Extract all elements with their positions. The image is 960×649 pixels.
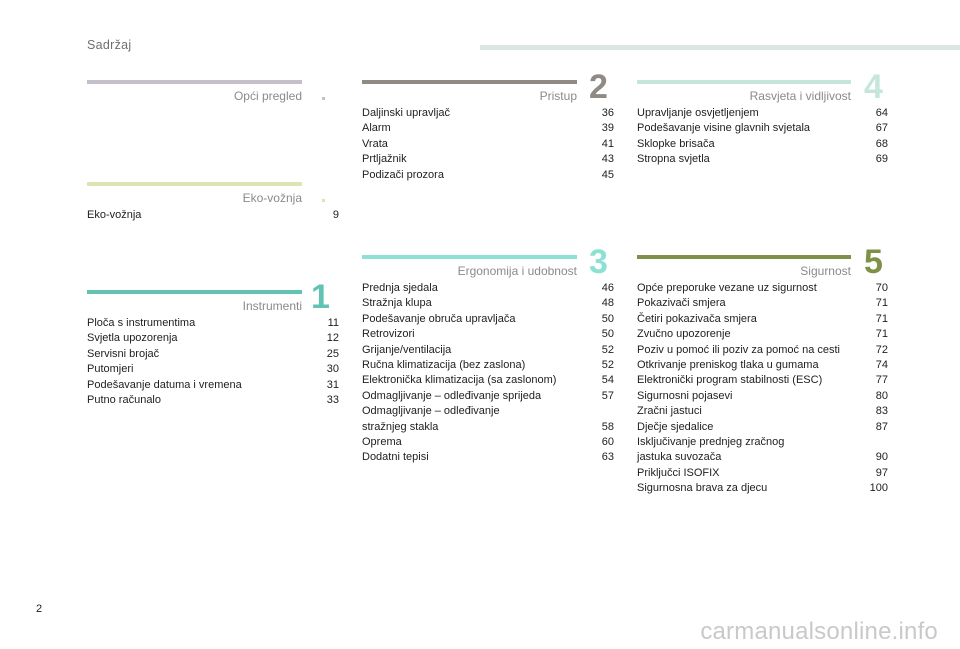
section-pristup [362, 80, 614, 183]
entry-label: Prednja sjedala [362, 282, 438, 294]
section-bar [362, 255, 577, 259]
entry-label: Grijanje/ventilacija [362, 343, 452, 356]
toc-entry[interactable] [637, 152, 888, 167]
toc-entry[interactable] [87, 362, 339, 377]
entry-page: 52 [601, 359, 614, 372]
section-title: Opći pregled [233, 89, 302, 103]
toc-entry[interactable] [637, 343, 888, 358]
entry-page: 11 [327, 317, 339, 329]
toc-entry[interactable] [637, 137, 888, 152]
section-instrumenti [87, 290, 339, 408]
entry-page: 57 [601, 389, 614, 402]
entry-label: Poziv u pomoć ili poziv za pomoć na cesti [637, 343, 840, 356]
toc-entry[interactable] [87, 316, 339, 331]
entry-page: 87 [875, 420, 888, 433]
toc-entry[interactable] [362, 281, 614, 296]
entry-label: Oprema [362, 436, 402, 449]
entry-page: 30 [326, 363, 339, 376]
entry-page: 46 [601, 282, 614, 294]
entry-page: 41 [601, 137, 614, 150]
section-ergonomija [362, 255, 614, 466]
entry-page: 70 [875, 282, 888, 294]
toc-entry[interactable] [87, 393, 339, 408]
entry-label: Putno računalo [87, 394, 161, 407]
toc-entry[interactable] [362, 435, 614, 450]
toc-entry[interactable] [637, 296, 888, 311]
entry-label: Upravljanje osvjetljenjem [637, 107, 759, 119]
entry-list [87, 208, 339, 223]
entry-page: 12 [326, 332, 339, 345]
entry-page: 83 [875, 405, 888, 418]
section-opci-pregled [87, 80, 302, 106]
toc-entry[interactable] [362, 106, 614, 121]
entry-label: Pokazivači smjera [637, 297, 726, 310]
entry-page: 39 [601, 122, 614, 135]
entry-page: 80 [875, 389, 888, 402]
entry-label: Dodatni tepisi [362, 451, 429, 464]
entry-label: Putomjeri [87, 363, 134, 376]
section-number: 1 [311, 278, 330, 316]
entry-label: Eko-vožnja [87, 209, 142, 221]
entry-label: Alarm [362, 122, 391, 135]
header-bar [480, 45, 960, 50]
entry-label: Vrata [362, 137, 388, 150]
entry-label: Isključivanje prednjeg zračnog jastuka suvozača [637, 436, 785, 464]
entry-page: 50 [601, 328, 614, 341]
section-rasvjeta [637, 80, 888, 168]
entry-label: Stropna svjetla [637, 153, 710, 166]
entry-page: 67 [875, 122, 888, 135]
section-bar [87, 80, 302, 84]
entry-label: Podizači prozora [362, 168, 444, 181]
section-title: Sigurnost [800, 264, 851, 278]
entry-page: 31 [326, 378, 339, 391]
toc-entry[interactable] [87, 347, 339, 362]
entry-page: 100 [869, 482, 888, 495]
entry-list [87, 316, 339, 408]
entry-page: 60 [601, 436, 614, 449]
entry-label: Podešavanje visine glavnih svjetala [637, 122, 811, 135]
entry-label: Retrovizori [362, 328, 415, 341]
toc-entry[interactable] [637, 121, 888, 136]
toc-entry[interactable] [637, 373, 888, 388]
toc-entry[interactable] [637, 389, 888, 404]
entry-page: 45 [601, 168, 614, 181]
section-sigurnost [637, 255, 888, 497]
entry-label: Servisni brojač [87, 347, 160, 360]
entry-page: 33 [326, 394, 339, 407]
entry-label: Zračni jastuci [637, 405, 702, 418]
toc-entry[interactable] [637, 435, 888, 466]
section-number: 3 [589, 243, 608, 281]
toc-entry[interactable] [87, 378, 339, 393]
entry-label: Elektronička klimatizacija (sa zaslonom) [362, 374, 557, 387]
entry-label: Zvučno upozorenje [637, 328, 731, 341]
section-bar [637, 255, 851, 259]
entry-list [637, 281, 888, 497]
toc-entry[interactable] [637, 281, 888, 296]
entry-page: 58 [601, 420, 614, 433]
entry-page: 68 [875, 137, 888, 150]
toc-entry[interactable] [87, 208, 339, 223]
entry-label: Otkrivanje preniskog tlaka u gumama [637, 359, 819, 372]
entry-page: 9 [332, 209, 339, 221]
toc-entry[interactable] [362, 450, 614, 465]
section-dot [322, 199, 325, 202]
entry-label: Svjetla upozorenja [87, 332, 178, 345]
entry-page: 69 [875, 153, 888, 166]
toc-entry[interactable] [637, 420, 888, 435]
toc-entry[interactable] [362, 373, 614, 388]
entry-page: 71 [875, 312, 888, 325]
section-title: Ergonomija i udobnost [457, 264, 577, 278]
toc-entry[interactable] [637, 358, 888, 373]
entry-label: Priključci ISOFIX [637, 466, 720, 479]
entry-label: Opće preporuke vezane uz sigurnost [637, 282, 817, 294]
toc-entry[interactable] [362, 404, 614, 435]
entry-page: 97 [875, 466, 888, 479]
toc-entry[interactable] [362, 121, 614, 136]
entry-page: 72 [875, 343, 888, 356]
entry-label: Ploča s instrumentima [87, 317, 196, 329]
page-title: Sadržaj [87, 38, 132, 52]
toc-entry[interactable] [362, 152, 614, 167]
toc-entry[interactable] [362, 358, 614, 373]
entry-page: 54 [601, 374, 614, 387]
toc-entry[interactable] [637, 466, 888, 481]
section-bar [637, 80, 851, 84]
entry-label: Ručna klimatizacija (bez zaslona) [362, 359, 526, 372]
section-title: Instrumenti [242, 299, 302, 313]
entry-label: Stražnja klupa [362, 297, 432, 310]
entry-page: 71 [875, 297, 888, 310]
section-title: Rasvjeta i vidljivost [749, 89, 851, 103]
section-number: 2 [589, 68, 608, 106]
entry-page: 77 [875, 374, 888, 387]
toc-entry[interactable] [362, 312, 614, 327]
page-number: 2 [36, 603, 43, 615]
entry-label: Podešavanje datuma i vremena [87, 378, 242, 391]
toc-entry[interactable] [637, 327, 888, 342]
toc-entry[interactable] [637, 404, 888, 419]
toc-entry[interactable] [362, 168, 614, 183]
toc-entry[interactable] [637, 106, 888, 121]
entry-page: 71 [875, 328, 888, 341]
section-bar [87, 182, 302, 186]
entry-label: Sklopke brisača [637, 137, 715, 150]
toc-entry[interactable] [362, 137, 614, 152]
entry-label: Odmagljivanje – odleđivanje stražnjeg stakla [362, 405, 500, 433]
entry-label: Sigurnosna brava za djecu [637, 482, 768, 495]
entry-label: Elektronički program stabilnosti (ESC) [637, 374, 823, 387]
entry-label: Podešavanje obruča upravljača [362, 312, 516, 325]
entry-label: Četiri pokazivača smjera [637, 312, 757, 325]
toc-entry[interactable] [637, 481, 888, 496]
entry-list [637, 106, 888, 168]
entry-label: Prtljažnik [362, 153, 407, 166]
entry-label: Sigurnosni pojasevi [637, 389, 733, 402]
entry-page: 50 [601, 312, 614, 325]
entry-list [362, 106, 614, 183]
section-bar [87, 290, 302, 294]
section-bar [362, 80, 577, 84]
entry-label: Odmagljivanje – odleđivanje sprijeda [362, 389, 542, 402]
entry-page: 90 [875, 451, 888, 464]
entry-page: 52 [601, 343, 614, 356]
watermark: carmanualsonline.info [700, 618, 938, 645]
section-dot [322, 97, 325, 100]
entry-page: 43 [601, 153, 614, 166]
section-number: 4 [864, 68, 883, 106]
entry-page: 74 [875, 359, 888, 372]
entry-label: Daljinski upravljač [362, 107, 451, 119]
entry-list [362, 281, 614, 466]
toc-entry[interactable] [362, 343, 614, 358]
toc-entry[interactable] [87, 331, 339, 346]
section-title: Pristup [539, 89, 577, 103]
toc-entry[interactable] [637, 312, 888, 327]
entry-label: Dječje sjedalice [637, 420, 714, 433]
toc-entry[interactable] [362, 296, 614, 311]
toc-entry[interactable] [362, 389, 614, 404]
section-number: 5 [864, 243, 883, 281]
entry-page: 63 [601, 451, 614, 464]
toc-entry[interactable] [362, 327, 614, 342]
entry-page: 48 [601, 297, 614, 310]
entry-page: 36 [601, 107, 614, 119]
section-title: Eko-vožnja [242, 191, 302, 205]
entry-page: 25 [326, 347, 339, 360]
entry-page: 64 [875, 107, 888, 119]
section-eko-voznja [87, 182, 339, 223]
